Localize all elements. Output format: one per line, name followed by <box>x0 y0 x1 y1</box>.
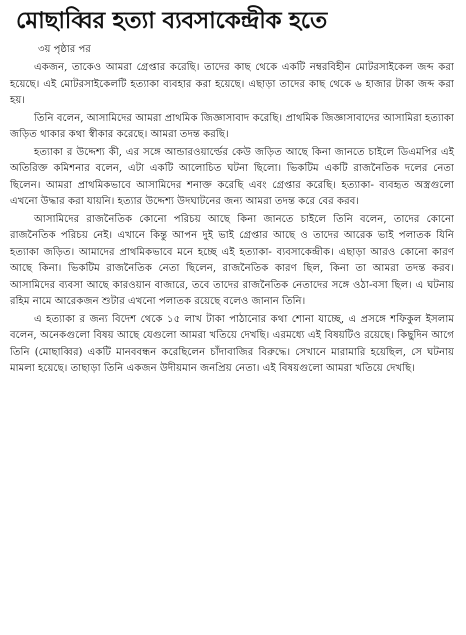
paragraph-1: একজন, তাকেও আমরা গ্রেপ্তার করেছি। তাদের কাছ থেকে একটি নম্বরবিহীন মোটরসাইকেল জব্দ করা হয়েছে। এই মোটরসাইকেলটি হত্যাকা ব্যবহার করা হয়েছে। এছাড়া তাদের কাছ থেকে ৬ হাজার টাকা জব্দ করা হয়। <box>10 62 454 106</box>
paragraph-3: হত্যাকা র উদ্দেশ্য কী, এর সঙ্গে আন্ডারওয়ার্ল্ডের কেউ জড়িত আছে কিনা জানতে চাইলে ডিএমপির এই অতিরিক্ত কমিশনার বলেন, এটা একটি আলোচিত ঘটনা ছিলো। ভিকটিম একটি রাজনৈতিক দলের নেতা ছিলেন। আমরা প্রাথমিকভাবে আসামিদের শনাক্ত করেছি এবং গ্রেপ্তার করেছি। হত্যাকা- ব্যবহৃত অস্ত্রগুলো এখনো উদ্ধার করা যায়নি। হত্যার উদ্দেশ্য উদঘাটনের জন্য আমরা তদন্ত করে বের করব। <box>10 146 454 207</box>
paragraph-5: এ হত্যাকা র জন্য বিদেশ থেকে ১৫ লাখ টাকা পাঠানোর কথা শোনা যাচ্ছে, এ প্রসঙ্গে শফিকুল ইসলাম বলেন, অনেকগুলো বিষয় আছে যেগুলো আমরা খতিয়ে দেখছি। এরমধ্যে এই বিষয়টিও রয়েছে। কিছুদিন আগে তিনি (মোছাব্বির) একটি মানববন্ধন করেছিলেন চাঁদাবাজির বিরুদ্ধে। সেখানে মারামারি হয়েছিল, সে ঘটনায় মামলা হয়েছে। তাছাড়া তিনি একজন উদীয়মান জনপ্রিয় নেতা। এই বিষয়গুলো আমরা খতিয়ে দেখছি। <box>10 313 454 374</box>
paragraph-4: আসামিদের রাজনৈতিক কোনো পরিচয় আছে কিনা জানতে চাইলে তিনি বলেন, তাদের কোনো রাজনৈতিক পরিচয় নেই। এখানে কিন্তু আপন দুই ভাই গ্রেপ্তার আছে ও তাদের আরেক ভাই পলাতক যিনি হত্যাকা জড়িত। আমাদের প্রাথমিকভাবে মনে হচ্ছে এই হত্যাকা- ব্যবসাকেন্দ্রীক। এছাড়া আরও কোনো কারণ আছে কিনা। ভিকটিম রাজনৈতিক নেতা ছিলেন, রাজনৈতিক কারণ ছিল, কিনা তা আমরা তদন্ত করব। আসামিদের ব্যবসা আছে কারওয়ান বাজারে, তবে তাদের রাজনৈতিক নেতাদের সঙ্গে ওঠা-বসা ছিল। এ ঘটনায় রহিম নামে আরেকজন শুটার এখনো পলাতক রয়েছে বলেও জানান তিনি। <box>10 213 454 307</box>
headline: মোছাব্বির হত্যা ব্যবসাকেন্দ্রীক হতে <box>16 8 327 34</box>
continued-from-label: ৩য় পৃষ্ঠার পর <box>38 44 91 55</box>
article-body <box>10 60 454 378</box>
paragraph-2: তিনি বলেন, আসামিদের আমরা প্রাথমিক জিজ্ঞাসাবাদ করেছি। প্রাথমিক জিজ্ঞাসাবাদের আসামিরা হত্যাকা জড়িত থাকার কথা স্বীকার করেছে। আমরা তদন্ত করছি। <box>10 112 454 140</box>
